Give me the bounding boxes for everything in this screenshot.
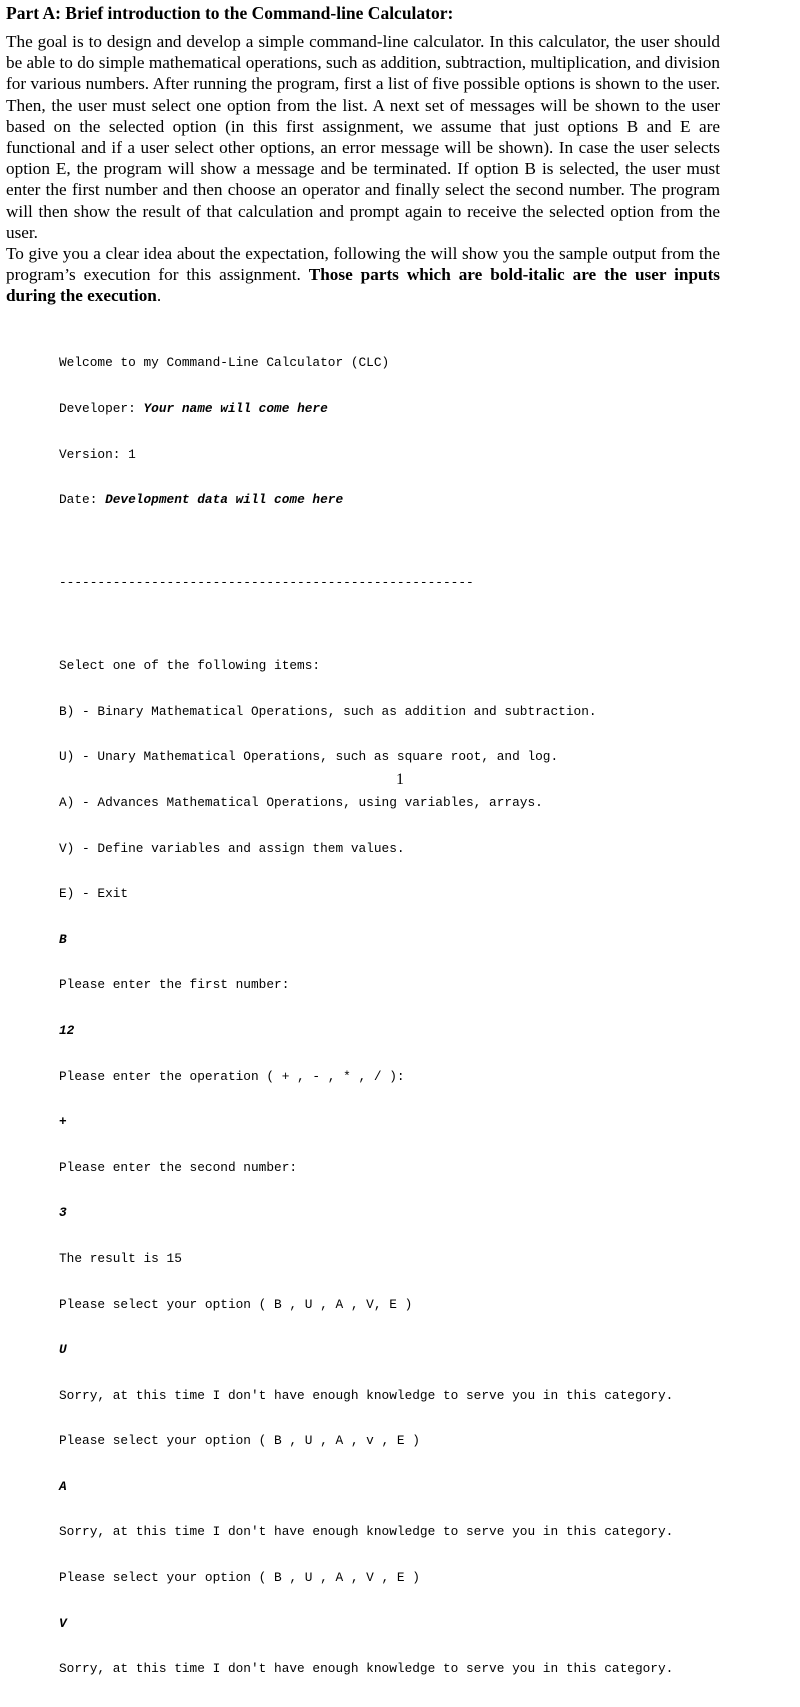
expectation-text: To give you a clear idea about the expectation, following the will show you the sample output from the program’s execution for this assignment.	[6, 244, 720, 285]
user-input: B	[59, 931, 67, 947]
console-separator: ------------------------------------------------------	[59, 575, 474, 591]
user-input: 12	[59, 1022, 75, 1038]
console-line: Select one of the following items:	[59, 658, 321, 674]
console-line: Please select your option ( B , U , A , V , E )	[59, 1570, 420, 1586]
menu-item-u: U) - Unary Mathematical Operations, such as square root, and log.	[59, 749, 559, 765]
menu-item-a: A) - Advances Mathematical Operations, using variables, arrays.	[59, 794, 543, 810]
menu-item-b: B) - Binary Mathematical Operations, such as addition and subtraction.	[59, 703, 597, 719]
bold-note: Those parts which are bold-italic are the user inputs during the execution	[6, 265, 720, 306]
body-text	[6, 31, 720, 307]
console-line: The result is 15	[59, 1250, 182, 1266]
console-line	[59, 492, 673, 507]
console-line: Sorry, at this time I don't have enough knowledge to serve you in this category.	[59, 1524, 674, 1540]
console-line: Sorry, at this time I don't have enough knowledge to serve you in this category.	[59, 1661, 674, 1677]
console-line: Please enter the first number:	[59, 977, 290, 993]
console-line	[59, 401, 673, 416]
sample-console-output	[59, 325, 673, 1707]
section-heading: Part A: Brief introduction to the Command-line Calculator:	[6, 3, 454, 23]
menu-item-e: E) - Exit	[59, 886, 129, 902]
intro-paragraph: The goal is to design and develop a simple command-line calculator. In this calculator, the user should be able to do simple mathematical operations, such as addition, subtraction, multiplication, and division for various numbers. After running the program, first a list of five possible options is shown to the user. Then, the user must select one option from the list. A next set of messages will be shown to the user based on the selected option (in this first assignment, we assume that just options B and E are functional and if a user select other options, an error message will be shown). In case the user selects option E, the program will show a message and be terminated. If option B is selected, the user must enter the first number and then choose an operator and finally select the second number. The program will then show the result of that calculation and prompt again to receive the selected option from the user.	[6, 32, 720, 242]
date-value: Development data will come here	[105, 492, 344, 508]
user-input: V	[59, 1615, 67, 1631]
console-line: Please select your option ( B , U , A , V, E )	[59, 1296, 413, 1312]
developer-value: Your name will come here	[143, 401, 328, 416]
console-line: Welcome to my Command-Line Calculator (CLC)	[59, 355, 390, 371]
user-input: 3	[59, 1205, 67, 1221]
menu-item-v: V) - Define variables and assign them values.	[59, 840, 405, 856]
expectation-end: .	[156, 286, 162, 306]
console-line: Please select your option ( B , U , A , v , E )	[59, 1433, 420, 1449]
date-label: Date:	[59, 492, 106, 508]
console-line: Version: 1	[59, 446, 136, 462]
user-input: U	[59, 1342, 67, 1358]
page-number: 1	[396, 771, 404, 788]
console-line: Please enter the operation ( + , - , * , / ):	[59, 1068, 405, 1084]
console-line: Please enter the second number:	[59, 1159, 298, 1175]
user-input: +	[59, 1114, 67, 1130]
developer-label: Developer:	[59, 401, 144, 416]
console-line: Sorry, at this time I don't have enough knowledge to serve you in this category.	[59, 1387, 674, 1403]
user-input: A	[59, 1478, 67, 1494]
expectation-paragraph	[6, 243, 720, 307]
